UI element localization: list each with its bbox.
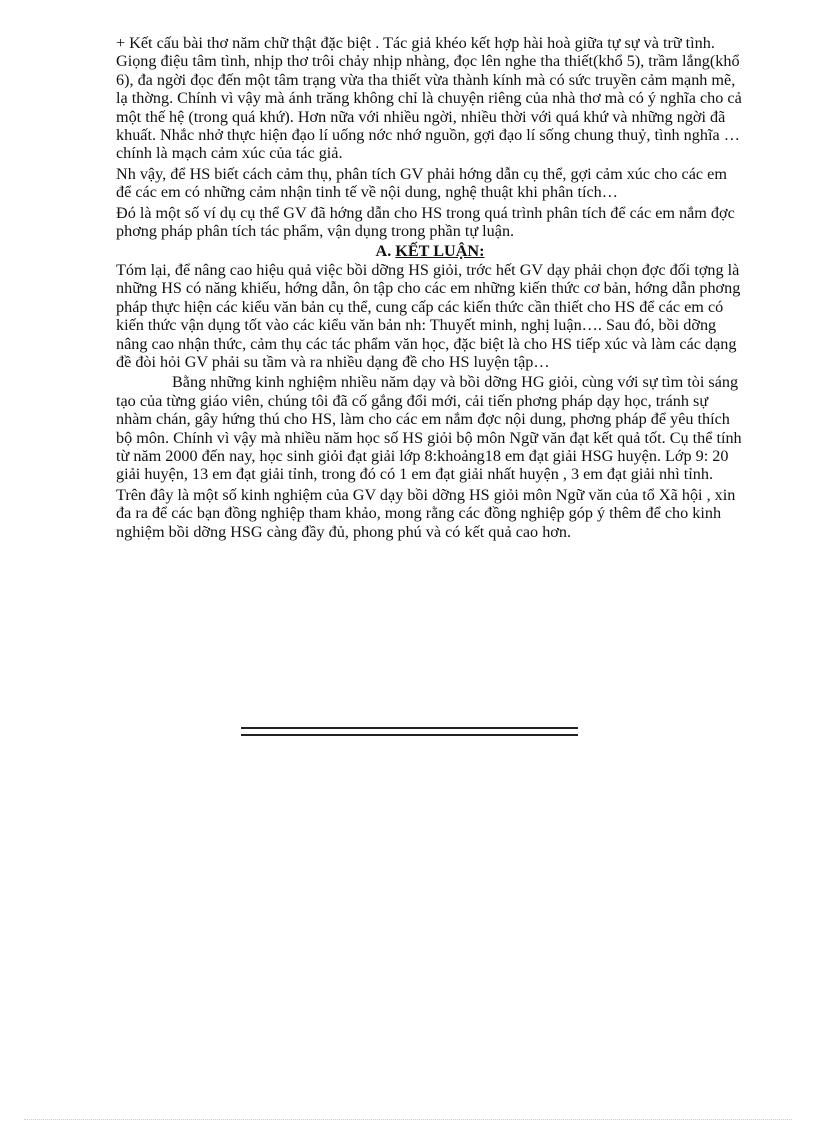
paragraph-experience-results: Bằng những kinh nghiệm nhiều năm dạy và bồi dỡng HG giỏi, cùng với sự tìm tòi sáng tạo của từng giáo viên, chúng tôi đã cố gắng đổi mới, cải tiến phơng pháp dạy học, tránh sự nhàm chán, gây hứng thú cho HS, làm cho các em nắm đợc nội dung, phơng pháp để yêu thích bộ môn. Chính vì vậy mà nhiều năm học số HS giỏi bộ môn Ngữ văn đạt kết quả tốt. Cụ thể tính từ năm 2000 đến nay, học sinh giỏi đạt giải lớp 8:khoảng18 em đạt giải HSG huyện. Lớp 9: 20 giải huyện, 13 em đạt giải tỉnh, trong đó có 1 em đạt giải nhất huyện , 3 em đạt giải nhì tỉnh. <box>116 373 742 484</box>
paragraph-structure-analysis: + Kết cấu bài thơ năm chữ thật đặc biệt . Tác giả khéo kết hợp hài hoà giữa tự sự và trữ tình. Giọng điệu tâm tình, nhịp thơ trôi chảy nhịp nhàng, đọc lên nghe tha thiết(khổ 5), trầm lắng(khổ 6), đa ngời đọc đến một tâm trạng vừa tha thiết vừa thành kính mà có sức truyền cảm mạnh mẽ, lạ thờng. Chính vì vậy mà ánh trăng không chỉ là chuyện riêng của nhà thơ mà có ý nghĩa cho cả một thế hệ (trong quá khứ). Hơn nữa với nhiều ngời, nhiều thời với quá khứ và những ngời đã khuất. Nhắc nhở thực hiện đạo lí uống nớc nhớ nguồn, gợi đạo lí sống chung thuỷ, tình nghĩa …chính là mạch cảm xúc của tác giả. <box>116 34 742 163</box>
section-heading <box>116 242 744 260</box>
document-body <box>116 34 744 543</box>
paragraph-closing-remarks: Trên đây là một số kinh nghiệm của GV dạy bồi dỡng HS giỏi môn Ngữ văn của tổ Xã hội , xin đa ra để các bạn đồng nghiệp tham khảo, mong rằng các đồng nghiệp góp ý thêm để cho kinh nghiệm bồi dỡng HSG càng đầy đủ, phong phú và có kết quả cao hơn. <box>116 485 736 541</box>
section-heading-prefix: A. <box>375 242 396 261</box>
section-end-double-rule <box>241 727 578 736</box>
section-heading-title: KẾT LUẬN: <box>395 242 485 261</box>
page-bottom-border <box>24 1119 792 1120</box>
paragraph-examples-summary: Đó là một số ví dụ cụ thể GV đã hớng dẫn cho HS trong quá trình phân tích để các em nắm đợc phơng pháp phân tích tác phẩm, vận dụng trong phần tự luận. <box>116 203 735 241</box>
paragraph-conclusion-summary: Tóm lại, để nâng cao hiệu quả việc bồi dỡng HS giỏi, trớc hết GV dạy phải chọn đợc đối tợng là những HS có năng khiếu, hớng dẫn, ôn tập cho các em những kiến thức cơ bản, hớng dẫn phơng pháp thực hiện các kiểu văn bản cụ thể, cung cấp các kiến thức cần thiết cho HS để các em có kiến thức vận dụng tốt vào các kiểu văn bản nh: Thuyết minh, nghị luận…. Sau đó, bồi dỡng nâng cao nhận thức, cảm thụ các tác phẩm văn học, đặc biệt là cho HS tiếp xúc và làm các dạng đề đòi hỏi GV phải su tầm và ra nhiều dạng đề cho HS luyện tập… <box>116 260 741 371</box>
paragraph-teacher-guidance: Nh vậy, để HS biết cách cảm thụ, phân tích GV phải hớng dẫn cụ thể, gợi cảm xúc cho các em để các em có những cảm nhận tinh tế về nội dung, nghệ thuật khi phân tích… <box>116 164 727 202</box>
